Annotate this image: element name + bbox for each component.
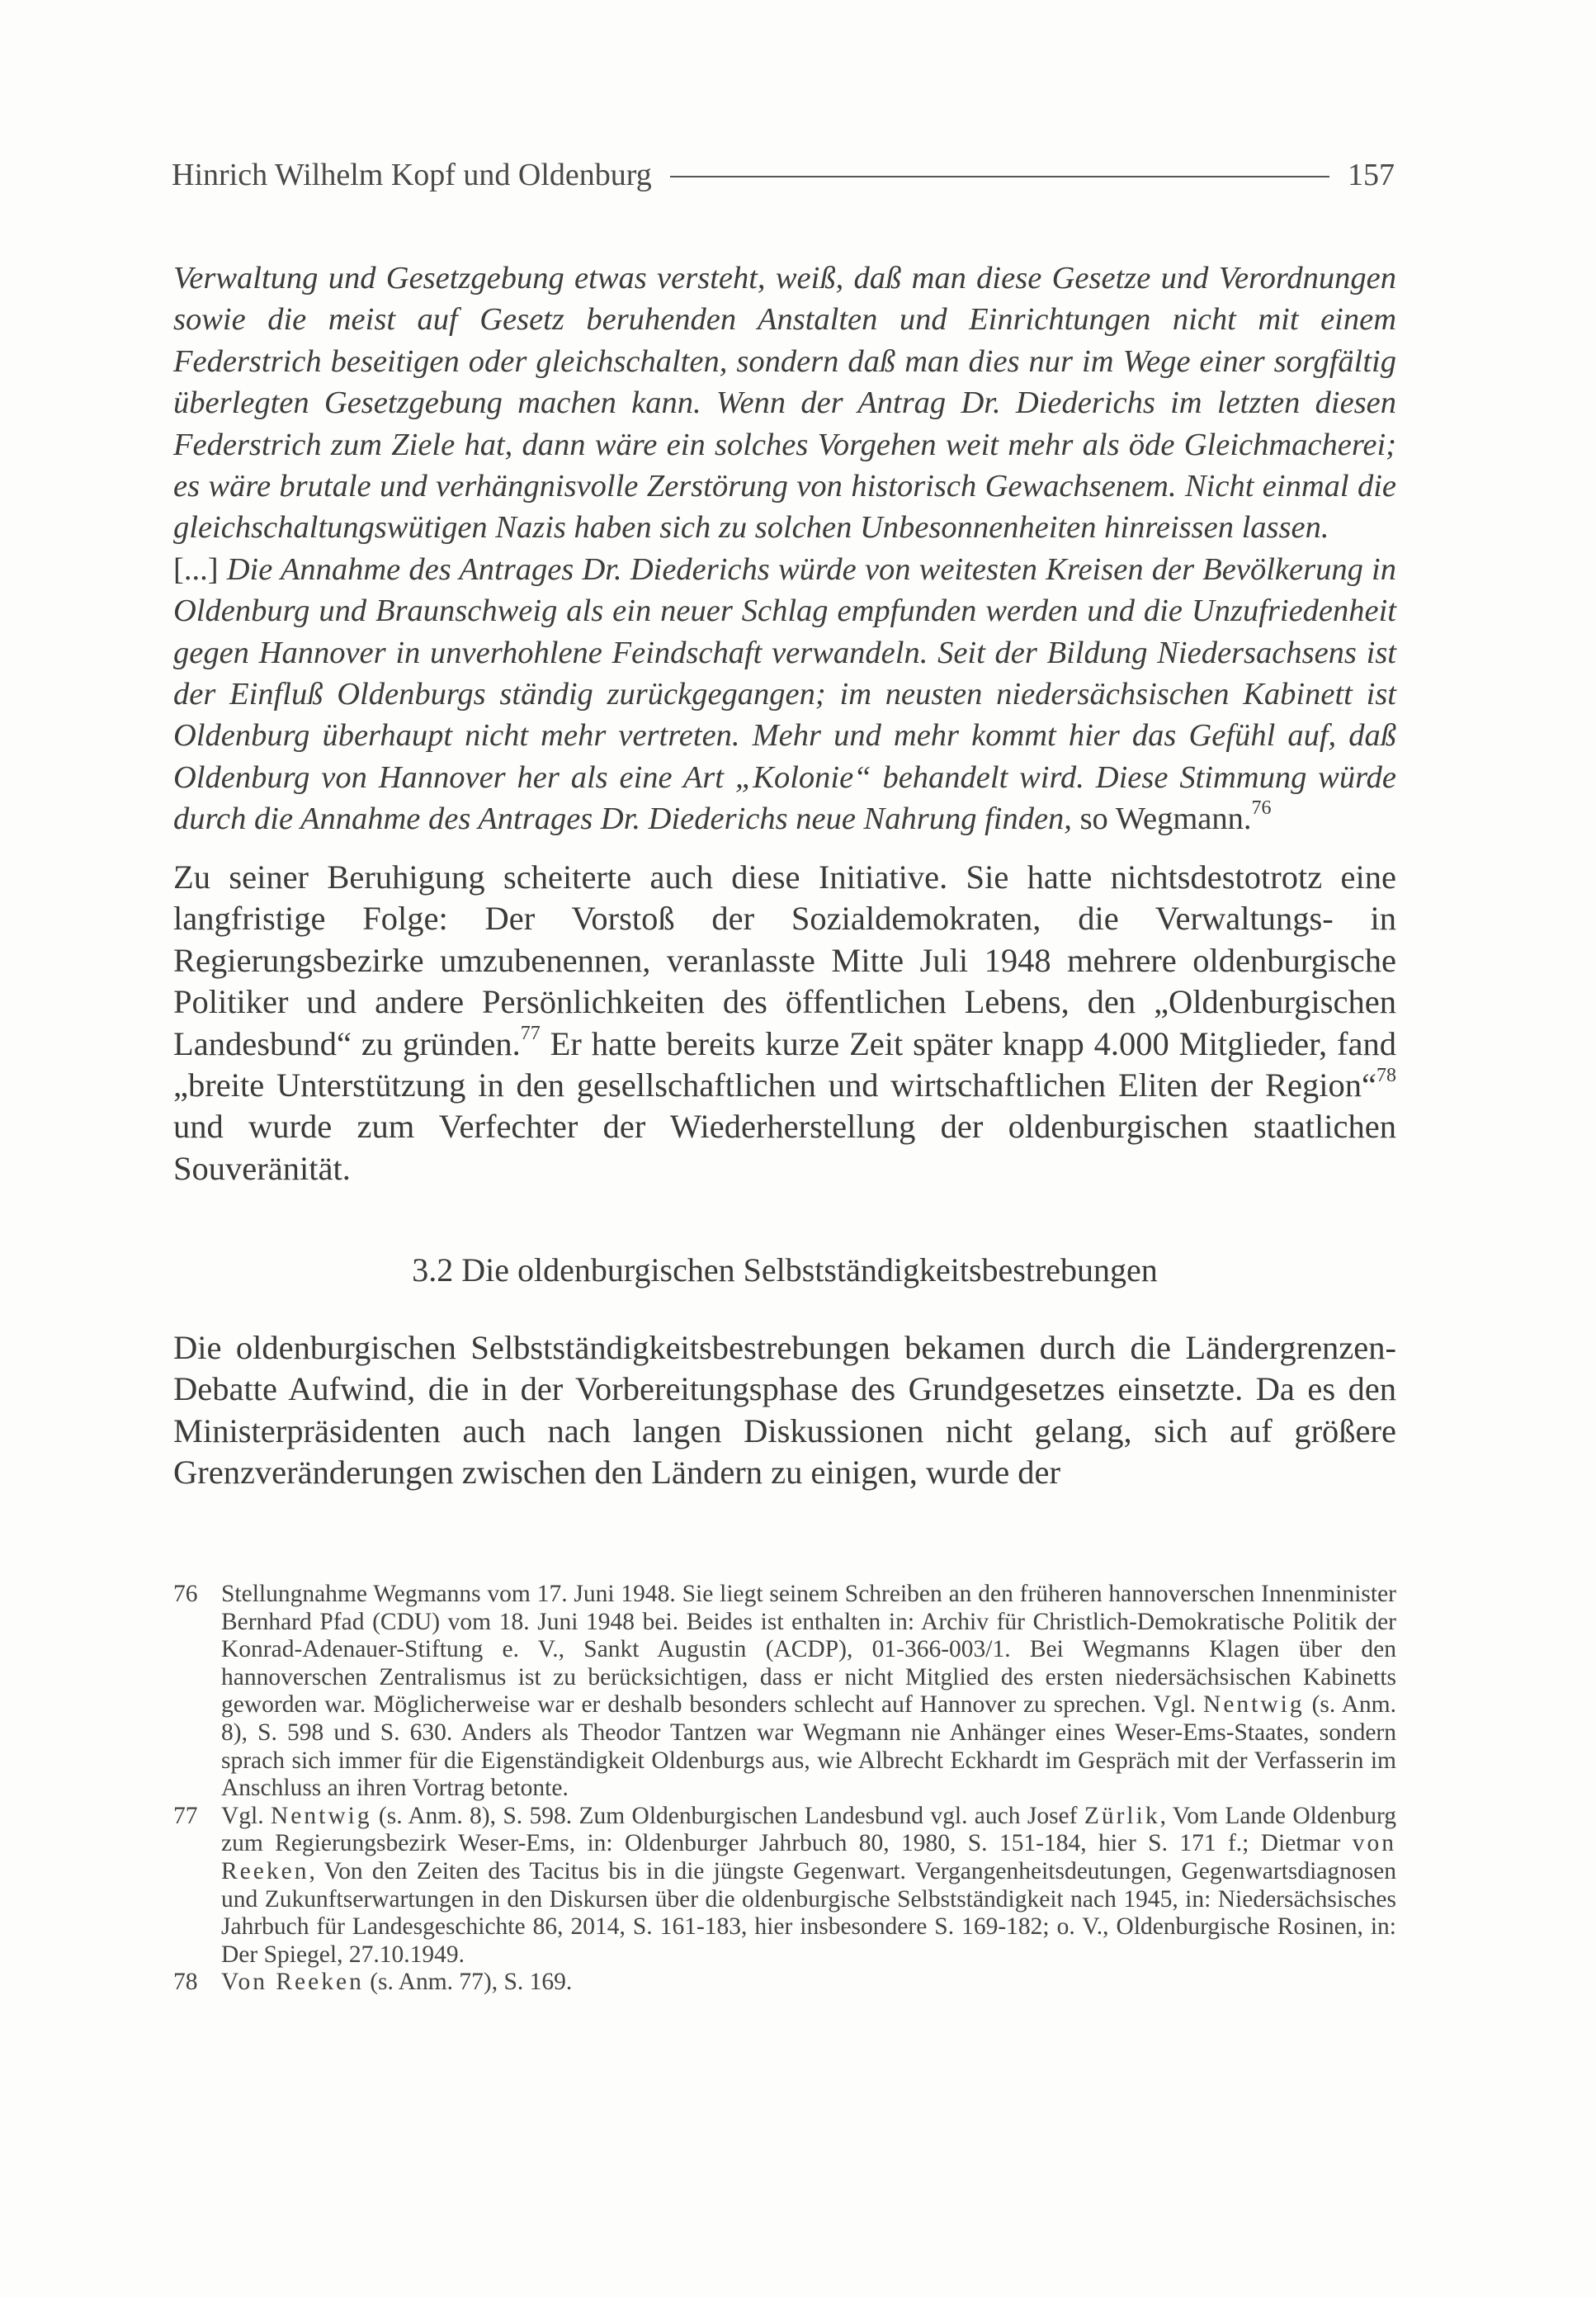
footnote-text <box>221 1581 1396 1803</box>
footnote-number: 76 <box>173 1581 198 1607</box>
author-name: Nentwig <box>270 1802 372 1829</box>
footnote-text <box>221 1969 1396 1997</box>
paragraph-text: Die oldenburgischen Selbstständigkeitsbestrebungen bekamen durch die Ländergrenzen-Debatte Aufwind, die in der Vorbereitungsphase des Grundgesetzes einsetzte. Da es den Ministerpräsidenten auch nach langen Diskussionen nicht gelang, sich auf größere Grenzveränderungen zwischen den Ländern zu einigen, wurde der <box>173 1329 1396 1492</box>
author-name: von Reeken <box>221 1830 1396 1884</box>
footnote-text-part: , Von den Zeiten des Tacitus bis in die jüngste Gegenwart. Vergangenheitsdeutungen, Gegenwartsdiagnosen und Zukunftserwartungen in den Diskursen über die oldenburgische Selbstständigkeit nach 1945, in: Niedersächsisches Jahrbuch für Landesgeschichte 86, 2014, S. 161-183, hier insbesondere S. 169-182; o. V., Oldenburgische Rosinen, in: Der Spiegel, 27.10.1949. <box>221 1857 1396 1968</box>
header-rule <box>670 176 1329 177</box>
footnote-77 <box>173 1803 1396 1969</box>
footnote-text-part: , Vom Lande Oldenburg zum Regierungsbezirk Weser-Ems, in: Oldenburger Jahrbuch 80, 1980, S. 151-184, hier S. 171 f.; Dietmar <box>221 1802 1397 1857</box>
running-title: Hinrich Wilhelm Kopf und Oldenburg <box>172 158 652 192</box>
footnote-ref-76[interactable]: 76 <box>1251 797 1272 820</box>
quote-ellipsis: [...] <box>173 551 219 587</box>
footnote-text-part: Stellungnahme Wegmanns vom 17. Juni 1948. Sie liegt seinem Schreiben an den früheren hannoverschen Innenminister Bernhard Pfad (CDU) vom 18. Juni 1948 bei. Beides ist enthalten in: Archiv für Christlich-Demokratische Politik der Konrad-Adenauer-Stiftung e. V., Sankt Augustin (ACDP), 01-366-003/1. Bei Wegmanns Klagen über den hannoverschen Zentralismus ist zu berücksichtigen, dass er nicht Mitglied des ersten niedersächsischen Kabinetts geworden war. Möglicherweise war er deshalb besonders schlecht auf Hannover zu sprechen. Vgl. <box>221 1581 1396 1719</box>
paragraph-selbststaendigkeit <box>173 1327 1396 1494</box>
footnote-text <box>221 1803 1396 1969</box>
footnote-78 <box>173 1969 1396 1997</box>
running-header <box>172 154 1395 196</box>
quote-text-part2: Die Annahme des Antrages Dr. Diederichs würde von weitesten Kreisen der Bevölkerung in Oldenburg und Braunschweig als ein neuer Schlag empfunden werden und die Unzufriedenheit gegen Hannover in unverhohlene Feindschaft verwandeln. Seit der Bildung Niedersachsens ist der Einfluß Oldenburgs ständig zurückgegangen; im neusten niedersächsischen Kabinett ist Oldenburg überhaupt nicht mehr vertreten. Mehr und mehr kommt hier das Gefühl auf, daß Oldenburg von Hannover her als eine Art „Kolonie“ behandelt wird. Diese Stimmung würde durch die Annahme des Antrages Dr. Diederichs neue Nahrung finden, <box>173 551 1396 837</box>
block-quotation <box>173 258 1396 840</box>
paragraph-text <box>173 857 1396 1189</box>
footnote-text-part: Vgl. <box>221 1802 271 1829</box>
author-name: Nentwig <box>1203 1691 1305 1719</box>
footnotes <box>173 1581 1396 1997</box>
section-heading: 3.2 Die oldenburgischen Selbstständigkeitsbestrebungen <box>412 1251 1158 1288</box>
author-name: Zürlik <box>1084 1802 1160 1829</box>
footnote-ref-77[interactable]: 77 <box>520 1023 541 1045</box>
footnote-number: 78 <box>173 1969 198 1996</box>
footnote-76 <box>173 1581 1396 1803</box>
author-name: Von Reeken <box>221 1969 364 1996</box>
quote-text-part1: Verwaltung und Gesetzgebung etwas versteht, weiß, daß man diese Gesetze und Verordnungen sowie die meist auf Gesetz beruhenden Anstalten und Einrichtungen nicht mit einem Federstrich beseitigen oder gleichschalten, sondern daß man dies nur im Wege einer sorgfältig überlegten Gesetzgebung machen kann. Wenn der Antrag Dr. Diederichs im letzten diesen Federstrich zum Ziele hat, dann wäre ein solches Vorgehen weit mehr als öde Gleichmacherei; es wäre brutale und verhängnisvolle Zerstörung von historisch Gewachsenem. Nicht einmal die gleichschaltungswütigen Nazis haben sich zu solchen Unbesonnenheiten hinreissen lassen. <box>173 261 1396 546</box>
paragraph-landesbund <box>173 857 1396 1189</box>
footnote-text-part: (s. Anm. 77), S. 169. <box>363 1969 573 1996</box>
footnote-text-part: (s. Anm. 8), S. 598. Zum Oldenburgischen Landesbund vgl. auch Josef <box>371 1802 1084 1829</box>
footnote-text-part: (s. Anm. 8), S. 598 und S. 630. Anders als Theodor Tantzen war Wegmann nie Anhänger eines Weser-Ems-Staates, sondern sprach sich immer für die Eigenständigkeit Oldenburgs aus, wie Albrecht Eckhardt im Gespräch mit der Verfasserin im Anschluss an ihren Vortrag betonte. <box>221 1691 1396 1802</box>
page-number: 157 <box>1348 158 1395 192</box>
quote-attribution: so Wegmann. <box>1071 801 1252 837</box>
footnote-number: 77 <box>173 1802 198 1829</box>
paragraph-text-b: Er hatte bereits kurze Zeit später knapp 4.000 Mitglieder, fand „breite Unterstützung in den gesellschaftlichen und wirtschaftlichen Eliten der Region“ <box>173 1024 1396 1104</box>
paragraph-text-a: Zu seiner Beruhigung scheiterte auch diese Initiative. Sie hatte nichtsdestotrotz eine langfristige Folge: Der Vorstoß der Sozialdemokraten, die Verwaltungs- in Regierungsbezirke umzubenennen, veranlasste Mitte Juli 1948 mehrere oldenburgische Politiker und andere Persönlichkeiten des öffentlichen Lebens, den „Oldenburgischen Landesbund“ zu gründen. <box>173 858 1396 1062</box>
footnote-ref-78[interactable]: 78 <box>1376 1064 1396 1086</box>
paragraph-text-c: und wurde zum Verfechter der Wiederherstellung der oldenburgischen staatlichen Souveränität. <box>173 1108 1396 1187</box>
